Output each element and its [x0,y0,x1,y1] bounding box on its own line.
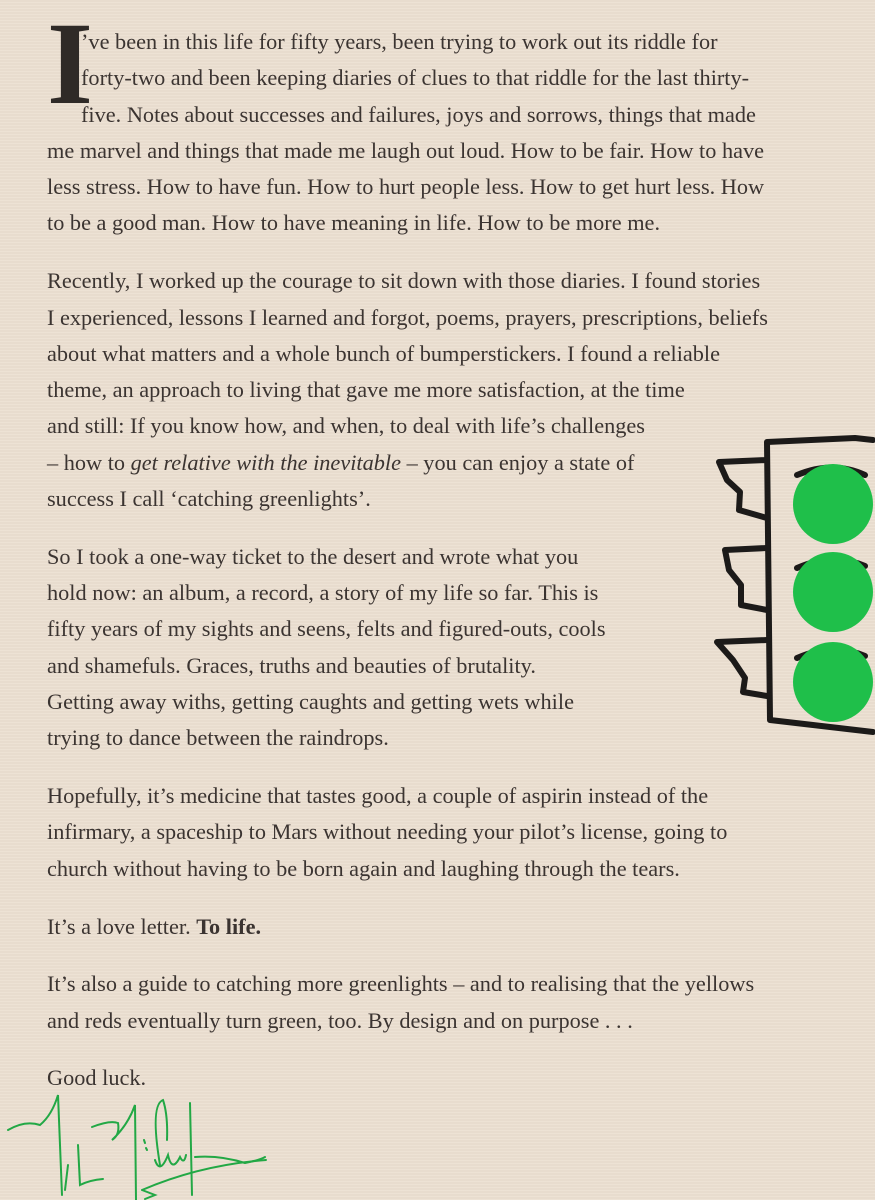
text-line: trying to dance between the raindrops. [47,725,389,751]
text-line: Recently, I worked up the courage to sit down with those diaries. I found stories [47,268,761,294]
paragraph [47,966,867,1039]
traffic-light-visor-top [719,460,767,518]
italic-phrase: get relative with the inevitable [130,449,401,475]
signature [0,1085,460,1200]
text-line: church without having to be born again and laughing through the tears. [47,855,680,881]
text-line: Getting away withs, getting caughts and getting wets while [47,689,574,715]
text-line: success I call ‘catching greenlights’. [47,486,371,512]
text-line: Hopefully, it’s medicine that tastes good, a couple of aspirin instead of the [47,783,709,809]
text-line: I experienced, lessons I learned and forgot, poems, prayers, prescriptions, beliefs [47,304,768,330]
text-segment: – how to [47,449,131,475]
text-line [47,909,867,945]
text-line: and shamefuls. Graces, truths and beauties of brutality. [47,652,536,678]
text-line: forty-two and been keeping diaries of clues to that riddle for the last thirty- [81,65,750,91]
text-line: It’s also a guide to catching more greenlights – and to realising that the yellows [47,971,755,997]
text-segment: – you can enjoy a state of [401,449,635,475]
text-line: to be a good man. How to have meaning in life. How to be more me. [47,210,661,236]
green-light-bottom [793,642,873,722]
text-line: theme, an approach to living that gave me more satisfaction, at the time [47,377,685,403]
paragraph [47,24,867,242]
text-line: and reds eventually turn green, too. By design and on purpose . . . [47,1007,633,1033]
text-line: Good luck. [47,1065,147,1091]
drop-cap: I [47,0,93,129]
text-line: me marvel and things that made me laugh out loud. How to be fair. How to have [47,137,765,163]
text-line: and still: If you know how, and when, to deal with life’s challenges [47,413,645,439]
text-segment: It’s a love letter. [47,913,197,939]
text-line: infirmary, a spaceship to Mars without needing your pilot’s license, going to [47,819,728,845]
text-line: less stress. How to have fun. How to hurt people less. How to get hurt less. How [47,174,765,200]
bold-phrase: To life. [196,913,262,939]
green-light-middle [793,552,873,632]
traffic-light-visor-bottom [717,640,767,696]
green-light-top [793,464,873,544]
traffic-light-illustration [705,420,875,750]
traffic-light-visor-middle [725,548,767,610]
text-line: about what matters and a whole bunch of bumperstickers. I found a reliable [47,340,721,366]
text-line: hold now: an album, a record, a story of my life so far. This is [47,580,599,606]
text-line: fifty years of my sights and seens, felts and figured-outs, cools [47,616,606,642]
paragraph [47,909,867,945]
text-line: So I took a one-way ticket to the desert and wrote what you [47,543,579,569]
text-line: five. Notes about successes and failures, joys and sorrows, things that made [81,101,756,127]
text-line: ’ve been in this life for fifty years, been trying to work out its riddle for [81,29,718,54]
paragraph [47,778,867,887]
